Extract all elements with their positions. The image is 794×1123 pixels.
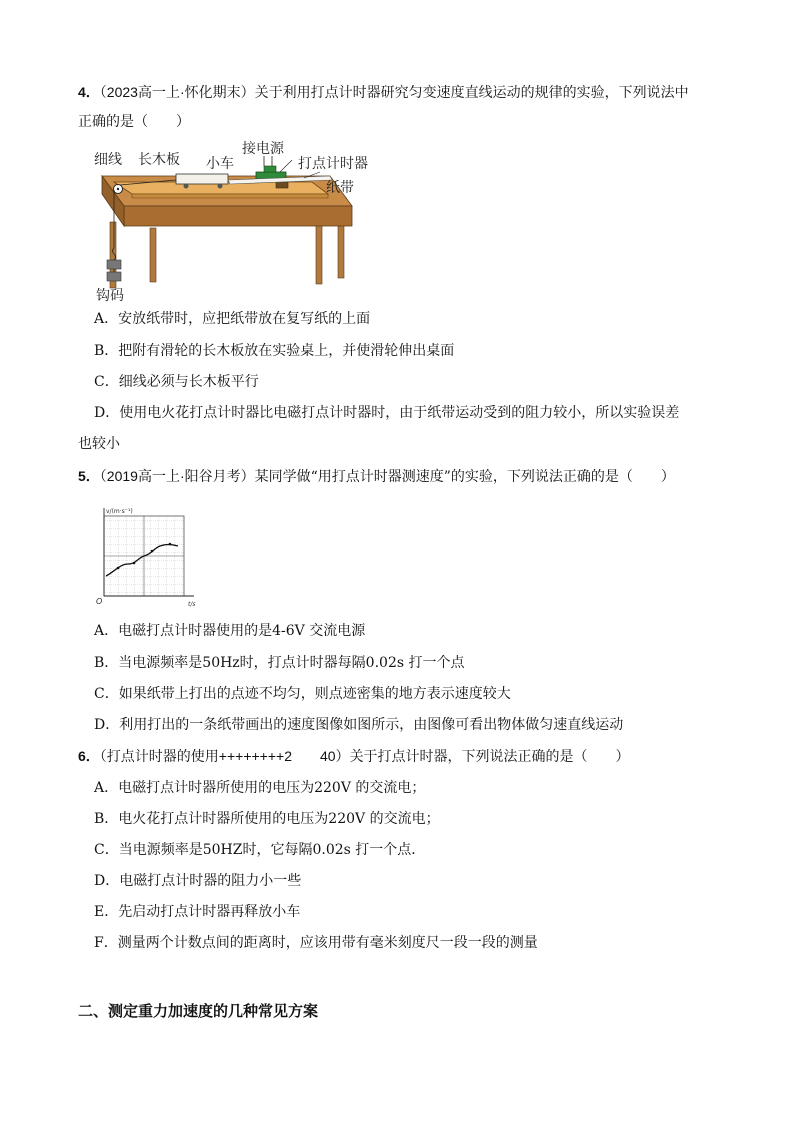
- q4-stem-line-1: [78, 82, 689, 103]
- q5-option-c: C．如果纸带上打出的点迹不均匀，则点迹密集的地方表示速度较大: [94, 686, 511, 702]
- q6-option-c: C．当电源频率是50HZ时，它每隔0.02s 打一个点．: [94, 842, 426, 858]
- label-weights: 钩码: [96, 288, 124, 304]
- graph-y-axis-label: v/(m·s⁻¹): [106, 508, 133, 515]
- q5-number: 5．: [78, 468, 100, 484]
- label-long-board: 长木板: [138, 152, 180, 168]
- q6-stem-text: 关于打点计时器，下列说法正确的是（ ）: [349, 749, 630, 765]
- q4-source: （2023高一上·怀化期末）: [99, 84, 255, 100]
- q6-option-d: D．电磁打点计时器的阻力小一些: [94, 873, 302, 889]
- q4-apparatus-figure: [80, 138, 380, 306]
- q5-stem-text: 某同学做“用打点计时器测速度”的实验，下列说法正确的是（ ）: [254, 469, 675, 485]
- q6-option-b: B．电火花打点计时器所使用的电压为220V 的交流电；: [94, 811, 440, 827]
- q5-option-d: D．利用打出的一条纸带画出的速度图像如图所示，由图像可看出物体做匀速直线运动: [94, 717, 624, 733]
- q5-velocity-graph: [94, 504, 204, 608]
- section-heading-2: 二、测定重力加速度的几种常见方案: [78, 1002, 319, 1020]
- label-timer: 打点计时器: [298, 156, 368, 172]
- q5-option-a: A．电磁打点计时器使用的是4-6V 交流电源: [94, 623, 366, 639]
- q5-option-b: B．当电源频率是50Hz时，打点计时器每隔0.02s 打一个点: [94, 655, 465, 671]
- q4-option-b: B．把附有滑轮的长木板放在实验桌上，并使滑轮伸出桌面: [94, 343, 455, 359]
- label-tape: 纸带: [326, 180, 354, 196]
- q6-number: 6．: [78, 748, 100, 764]
- graph-x-axis-label: t/s: [188, 601, 196, 608]
- q4-option-d-line-2: 也较小: [78, 436, 120, 452]
- graph-origin-label: O: [96, 597, 103, 606]
- label-cart: 小车: [206, 156, 234, 172]
- q4-stem-line-2: 正确的是（ ）: [78, 114, 190, 130]
- q4-option-a: A．安放纸带时，应把纸带放在复写纸的上面: [94, 311, 371, 327]
- q5-source: （2019高一上·阳谷月考）: [99, 468, 255, 484]
- label-string: 细线: [94, 152, 122, 168]
- q6-stem-line: [78, 746, 630, 767]
- label-power: 接电源: [242, 141, 284, 157]
- q4-stem-text: 关于利用打点计时器研究匀变速度直线运动的规律的实验，下列说法中: [254, 85, 689, 101]
- q6-source: （打点计时器的使用++++++++2 40）: [99, 748, 350, 764]
- q6-option-e: E．先启动打点计时器再释放小车: [94, 904, 301, 920]
- q6-option-f: F．测量两个计数点间的距离时，应该用带有毫米刻度尺一段一段的测量: [94, 935, 538, 951]
- q4-option-d-line-1: D．使用电火花打点计时器比电磁打点计时器时，由于纸带运动受到的阻力较小，所以实验误差: [94, 405, 680, 421]
- q4-option-c: C．细线必须与长木板平行: [94, 374, 259, 390]
- q5-stem-line: [78, 466, 675, 487]
- q4-number: 4．: [78, 84, 100, 100]
- q6-option-a: A．电磁打点计时器所使用的电压为220V 的交流电；: [94, 780, 426, 796]
